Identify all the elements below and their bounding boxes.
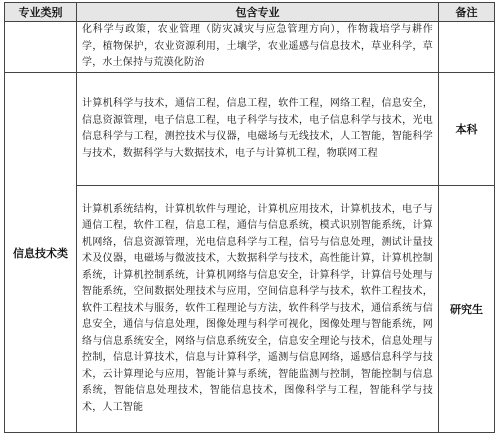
majors-cell	[77, 186, 439, 433]
table-row	[5, 73, 495, 186]
category-cell: 信息技术类	[5, 73, 77, 433]
note-cell	[439, 22, 495, 73]
header-note: 备注	[439, 3, 495, 22]
header-majors: 包含专业	[77, 3, 439, 22]
category-cell-top	[5, 22, 77, 73]
table-header-row	[5, 3, 495, 22]
header-category: 专业类别	[5, 3, 77, 22]
majors-text: 计算机系统结构，计算机软件与理论，计算机应用技术，计算机技术，电子与通信工程，软件工程，信息工程，通信与信息系统，模式识别智能系统，计算机网络，信息资源管理，光电信息科学与工程，信号与信息处理，测试计量技术及仪器，电磁场与微波技术，大数据科学与技术，高性能计算，计算机控制系统，计算机控制系统，计算机网络与信息安全，计算科学，计算信号处理与智能系统，空间数据处理技术与应用，空间信息科学与技术，软件工程技术，软件工程技术与服务，软件工程理论与方法，软件科学与技术，通信系统与信息安全，通信与信息处理，图像处理与科学可视化，图像处理与智能系统，网络与信息系统安全，网络与信息系统安全，信息安全理论与技术，信息处理与控制，信息计算技术，信息与计算科学，遥测与信息网络，遥感信息科学与技术，云计算理论与应用，智能计算与系统，智能监测与控制，智能控制与信息系统，智能信息处理技术，智能信息技术，图像科学与工程，智能科学与技术，人工智能	[82, 203, 433, 413]
majors-cell	[77, 73, 439, 186]
majors-text: 计算机科学与技术，通信工程，信息工程，软件工程，网络工程，信息安全，信息资源管理，电子信息工程，电子科学与技术，电子信息科学与技术，光电信息科学与工程，测控技术与仪器，电磁场与无线技术，人工智能，智能科学与技术，数据科学与大数据技术，电子与计算机工程，物联网工程	[82, 98, 433, 159]
majors-table	[4, 2, 495, 433]
majors-text: 化科学与政策，农业管理（防灾减灾与应急管理方向），作物栽培学与耕作学，植物保护，农业资源利用，土壤学，农业遥感与信息技术，草业科学，草学，水土保持与荒漠化防治	[82, 24, 433, 69]
note-cell: 研究生	[439, 186, 495, 433]
table-row	[5, 186, 495, 433]
table-row	[5, 22, 495, 73]
majors-cell	[77, 22, 439, 73]
note-cell: 本科	[439, 73, 495, 186]
